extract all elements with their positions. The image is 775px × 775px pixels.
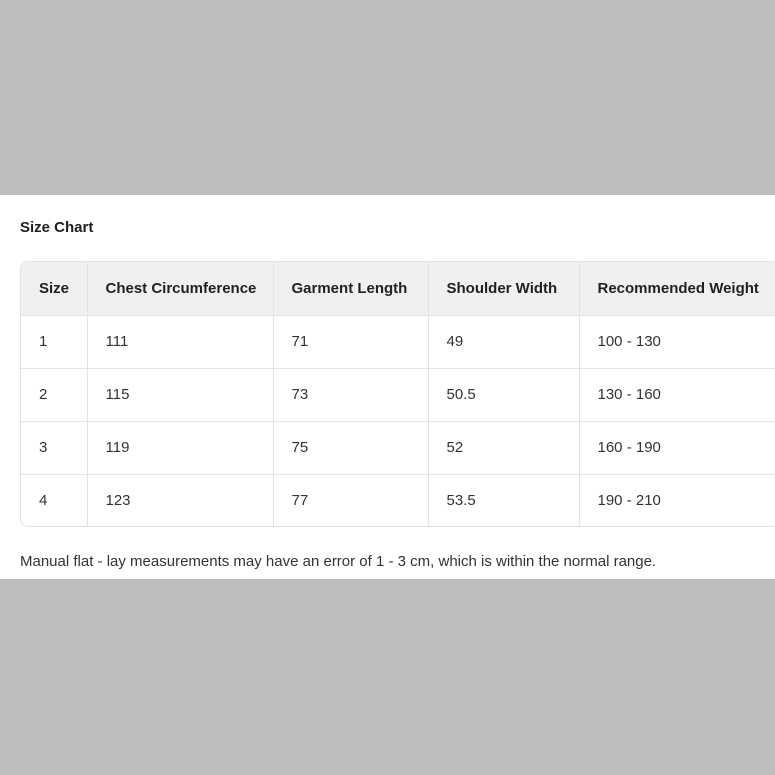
table-row [21, 474, 775, 527]
cell-shoulder-width: 53.5 [428, 474, 579, 527]
table-row [21, 315, 775, 368]
header-garment-length: Garment Length [273, 262, 428, 315]
measurement-note: Manual flat - lay measurements may have an error of 1 - 3 cm, which is within the normal range. [20, 553, 657, 570]
cell-recommended-weight: 190 - 210 [597, 492, 661, 510]
cell-size: 3 [21, 421, 87, 474]
cell-shoulder-width: 50.5 [428, 368, 579, 421]
cell-chest-circumference: 115 [87, 368, 273, 421]
cell-garment-length: 73 [273, 368, 428, 421]
table-header-row [21, 262, 775, 315]
size-chart-title: Size Chart [20, 219, 94, 236]
cell-recommended-weight: 160 - 190 [579, 421, 775, 474]
cell-garment-length: 75 [273, 421, 428, 474]
cell-size: 4 [21, 474, 87, 527]
header-shoulder-width: Shoulder Width [428, 262, 579, 315]
table-row [21, 368, 775, 421]
header-chest-circumference: Chest Circumference [87, 262, 273, 315]
size-chart-table-container [20, 261, 775, 527]
cell-garment-length: 71 [273, 315, 428, 368]
cell-chest-circumference: 111 [87, 315, 273, 368]
table-row [21, 421, 775, 474]
cell-shoulder-width: 49 [428, 315, 579, 368]
cell-size: 2 [21, 368, 87, 421]
cell-size: 1 [21, 315, 87, 368]
cell-shoulder-width: 52 [428, 421, 579, 474]
header-size: Size [21, 262, 87, 315]
cell-chest-circumference: 119 [87, 421, 273, 474]
header-recommended-weight: Recommended Weight [579, 262, 775, 315]
size-chart-table [21, 262, 775, 527]
cell-garment-length: 77 [273, 474, 428, 527]
cell-chest-circumference: 123 [87, 474, 273, 527]
cell-recommended-weight: 130 - 160 [579, 368, 775, 421]
cell-recommended-weight: 100 - 130 [579, 315, 775, 368]
